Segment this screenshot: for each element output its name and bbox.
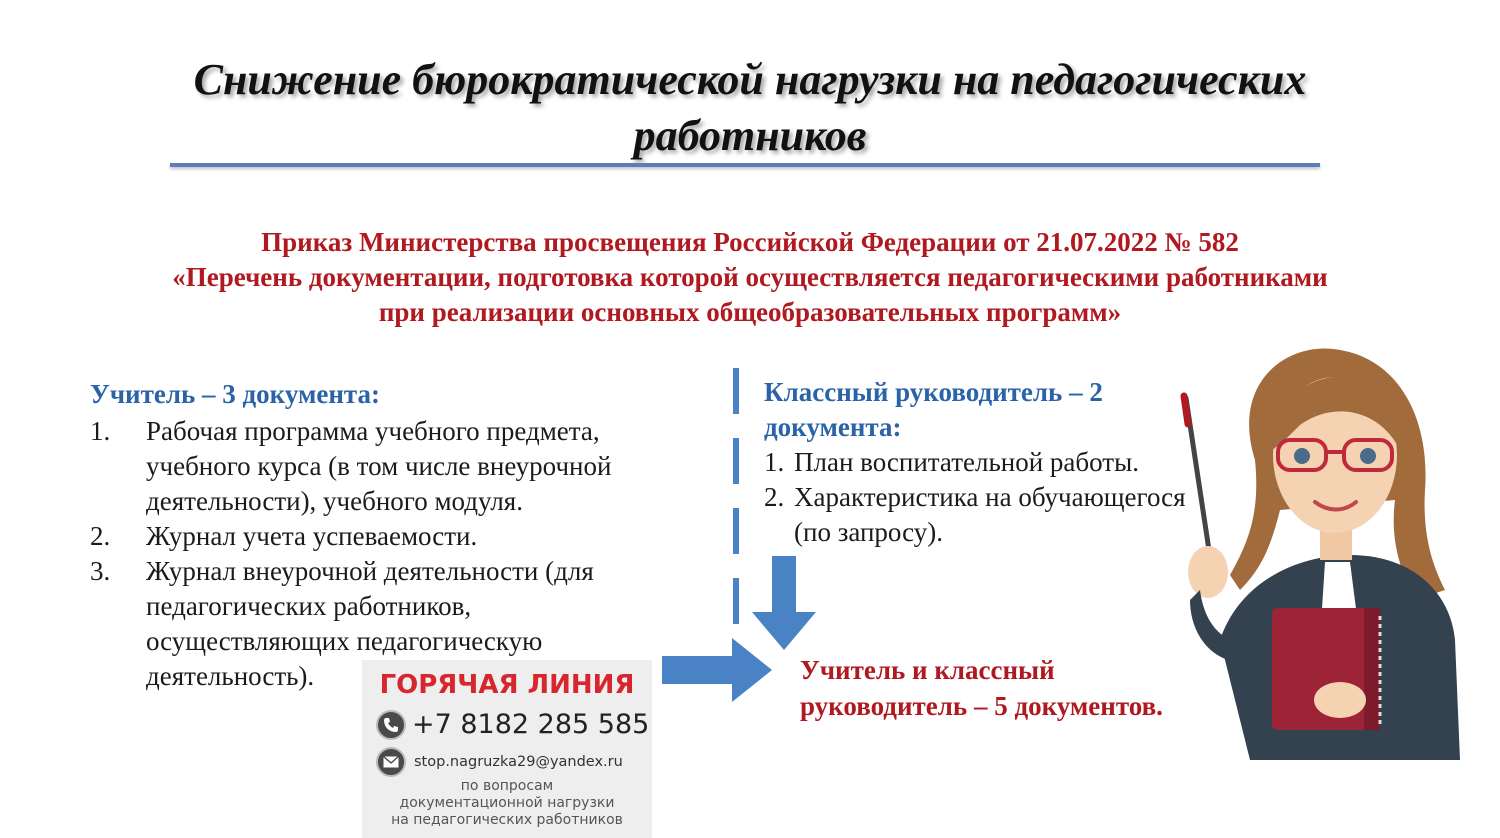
phone-icon	[376, 710, 406, 740]
divider-dash	[733, 578, 739, 624]
hotline-title: ГОРЯЧАЯ ЛИНИЯ	[379, 670, 635, 700]
hotline-card	[362, 660, 652, 838]
order-line-2: «Перечень документации, подготовка которой осуществляется педагогическими работниками	[172, 262, 1328, 292]
list-item: 3. Журнал внеурочной деятельности (для педагогических работников, осуществляющих педагогическую деятельность).	[90, 556, 594, 691]
hotline-email-row	[376, 747, 623, 777]
hotline-note: по вопросам документационной нагрузки на педагогических работников	[391, 778, 623, 828]
divider-dash	[733, 438, 739, 484]
title-line-2: работников	[633, 111, 867, 160]
divider-dash	[733, 368, 739, 414]
right-arrow-icon	[662, 636, 774, 704]
list-item: 1. План воспитательной работы.	[764, 447, 1139, 477]
divider-dash	[733, 508, 739, 554]
mail-icon	[376, 747, 406, 777]
hotline-email[interactable]: stop.nagruzka29@yandex.ru	[414, 754, 623, 770]
order-line-1: Приказ Министерства просвещения Российской Федерации от 21.07.2022 № 582	[261, 227, 1239, 257]
hotline-phone-row	[376, 709, 649, 740]
title-underline	[170, 163, 1320, 167]
page-title	[150, 52, 1350, 164]
class-teacher-heading: Классный руководитель – 2 документа:	[764, 377, 1103, 442]
order-line-3: при реализации основных общеобразовательных программ»	[378, 297, 1122, 327]
teacher-doc-list	[90, 414, 670, 694]
hotline-phone[interactable]: +7 8182 285 585	[412, 709, 650, 740]
order-reference	[100, 225, 1400, 330]
title-line-1: Снижение бюрократической нагрузки на педагогических	[193, 55, 1307, 104]
list-item: 2. Журнал учета успеваемости.	[90, 521, 478, 551]
teacher-illustration	[1160, 340, 1460, 760]
list-item: 1. Рабочая программа учебного предмета, учебного курса (в том числе внеурочной деятельности), учебного модуля.	[90, 416, 612, 516]
teacher-section	[90, 377, 670, 694]
class-teacher-section	[764, 375, 1204, 550]
result-summary: Учитель и классный руководитель – 5 документов.	[800, 655, 1163, 721]
teacher-heading: Учитель – 3 документа:	[90, 379, 381, 409]
list-item: 2. Характеристика на обучающегося (по запросу).	[764, 482, 1186, 547]
class-teacher-doc-list	[764, 445, 1204, 550]
